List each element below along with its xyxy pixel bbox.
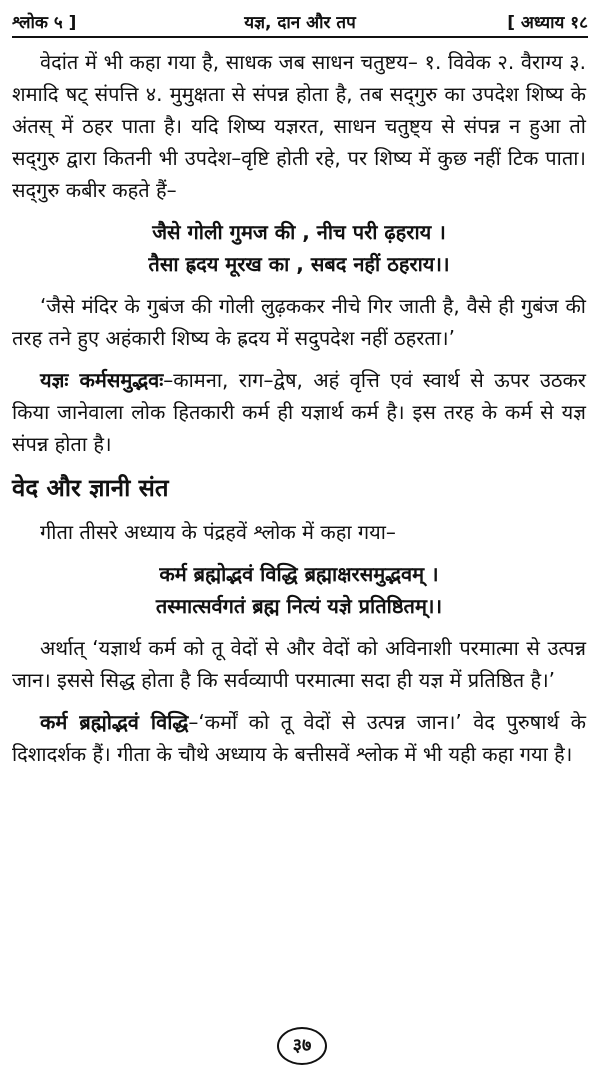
section-heading: वेद और ज्ञानी संत: [12, 474, 169, 502]
term-karma: कर्म ब्रह्मोद्भवं विद्धि: [40, 710, 189, 734]
paragraph-text: –‘कर्मों को तू वेदों से उत्पन्न जान।’ वेद पुरुषार्थ के दिशादर्शक हैं। गीता के चौथे अध्याय के बत्तीसवें श्लोक में भी यही कहा गया है।: [12, 710, 586, 766]
header-rule: [12, 36, 588, 38]
gita-verse: [12, 558, 586, 622]
chapter-title: यज्ञ, दान और तप: [244, 13, 356, 33]
verse-line: तस्मात्सर्वगतं ब्रह्म नित्यं यज्ञे प्रतिष्ठितम्।।: [155, 594, 443, 618]
page-header: [12, 4, 588, 36]
term-yajna: यज्ञः कर्मसमुद्भवः: [40, 368, 164, 392]
chapter-label: [ अध्याय १८: [507, 13, 588, 33]
verse-line: जैसे गोली गुमज की , नीच परी ढ़हराय ।: [152, 220, 446, 244]
paragraph-vedanta: वेदांत में भी कहा गया है, साधक जब साधन चतुष्टय– १. विवेक २. वैराग्य ३. शमादि षट् संपत्ति ४. मुमुक्षता से संपन्न होता है, तब सद्‌गुरु का उपदेश शिष्य के अंतस् में ठहर पाता है। यदि शिष्य यज्ञरत, साधन चतुष्ट्य से संपन्न न हुआ तो सद्‌गुरु द्वारा कितनी भी उपदेश–वृष्टि होती रहे, पर शिष्य में कुछ नहीं टिक पाता। सद्‌गुरु कबीर कहते हैं–: [12, 50, 586, 202]
shloka-label: श्लोक ५ ]: [12, 13, 77, 33]
page-number: ३७: [277, 1027, 327, 1065]
verse-line: कर्म ब्रह्मोद्भवं विद्धि ब्रह्माक्षरसमुद्भवम् ।: [159, 562, 439, 586]
paragraph-verse-meaning: ‘जैसे मंदिर के गुबंज की गोली लुढ़ककर नीचे गिर जाती है, वैसे ही गुबंज की तरह तने हुए अहंकारी शिष्य के ह्रदय में सदुपदेश नहीं ठहरता।’: [12, 294, 586, 350]
paragraph-karma: [12, 706, 586, 770]
paragraph-meaning: अर्थात् ‘यज्ञार्थ कर्म को तू वेदों से और वेदों को अविनाशी परमात्मा से उत्पन्न जान। इससे सिद्ध होता है कि सर्वव्यापी परमात्मा सदा ही यज्ञ में प्रतिष्ठित है।’: [12, 636, 586, 692]
kabir-verse: [12, 216, 586, 280]
paragraph-yajna: [12, 364, 586, 460]
page-body: [12, 46, 586, 780]
paragraph-gita-intro: गीता तीसरे अध्याय के पंद्रहवें श्लोक में कहा गया–: [40, 520, 396, 544]
verse-line: तैसा ह्रदय मूरख का , सबद नहीं ठहराय।।: [148, 252, 450, 276]
paragraph-text: –कामना, राग–द्वेष, अहं वृत्ति एवं स्वार्थ से ऊपर उठकर किया जानेवाला लोक हितकारी कर्म ही यज्ञार्थ कर्म है। इस तरह के कर्म से यज्ञ संपन्न होता है।: [12, 368, 586, 456]
